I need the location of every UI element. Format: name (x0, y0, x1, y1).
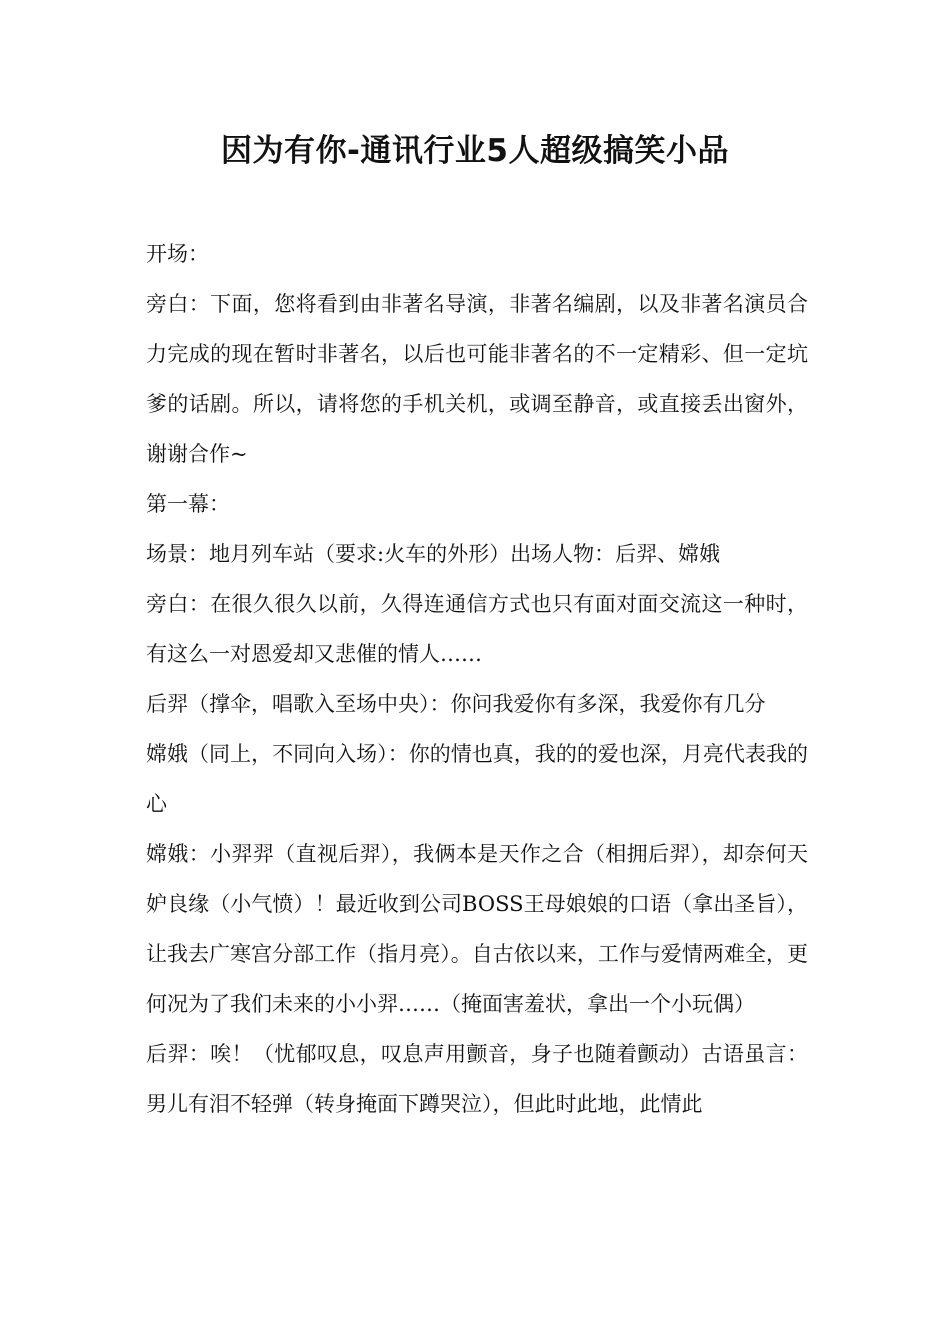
paragraph-houyi-song: 后羿（撑伞，唱歌入至场中央）：你问我爱你有多深，我爱你有几分 (146, 692, 766, 716)
paragraph-scene: 场景：地月列车站（要求:火车的外形）出场人物：后羿、嫦娥 (146, 542, 721, 566)
paragraph-narration-intro: 旁白：下面，您将看到由非著名导演，非著名编剧，以及非著名演员合力完成的现在暂时非著名，以后也可能非著名的不一定精彩、但一定坑爹的话剧。所以，请将您的手机关机，或调至静音，或直接丢出窗外，谢谢合作~ (146, 292, 808, 466)
paragraph-opening: 开场： (146, 242, 209, 266)
paragraph-narration-story: 旁白：在很久很久以前，久得连通信方式也只有面对面交流这一种时，有这么一对恩爱却又悲催的情人…… (146, 592, 808, 666)
document-body (146, 229, 808, 1129)
document-title: 因为有你-通讯行业5人超级搞笑小品 (221, 133, 729, 169)
paragraph-change-song: 嫦娥（同上，不同向入场）：你的情也真，我的的爱也深，月亮代表我的心 (146, 742, 808, 816)
paragraph-houyi-speech: 后羿：唉！（忧郁叹息，叹息声用颤音，身子也随着颤动）古语虽言：男儿有泪不轻弹（转身掩面下蹲哭泣），但此时此地，此情此 (146, 1042, 808, 1116)
paragraph-change-speech: 嫦娥：小羿羿（直视后羿），我俩本是天作之合（相拥后羿），却奈何天妒良缘（小气愤）！最近收到公司BOSS王母娘娘的口语（拿出圣旨），让我去广寒宫分部工作（指月亮）。自古依以来，工作与爱情两难全，更何况为了我们未来的小小羿……（掩面害羞状，拿出一个小玩偶） (146, 842, 808, 1016)
paragraph-act-one: 第一幕： (146, 492, 230, 516)
